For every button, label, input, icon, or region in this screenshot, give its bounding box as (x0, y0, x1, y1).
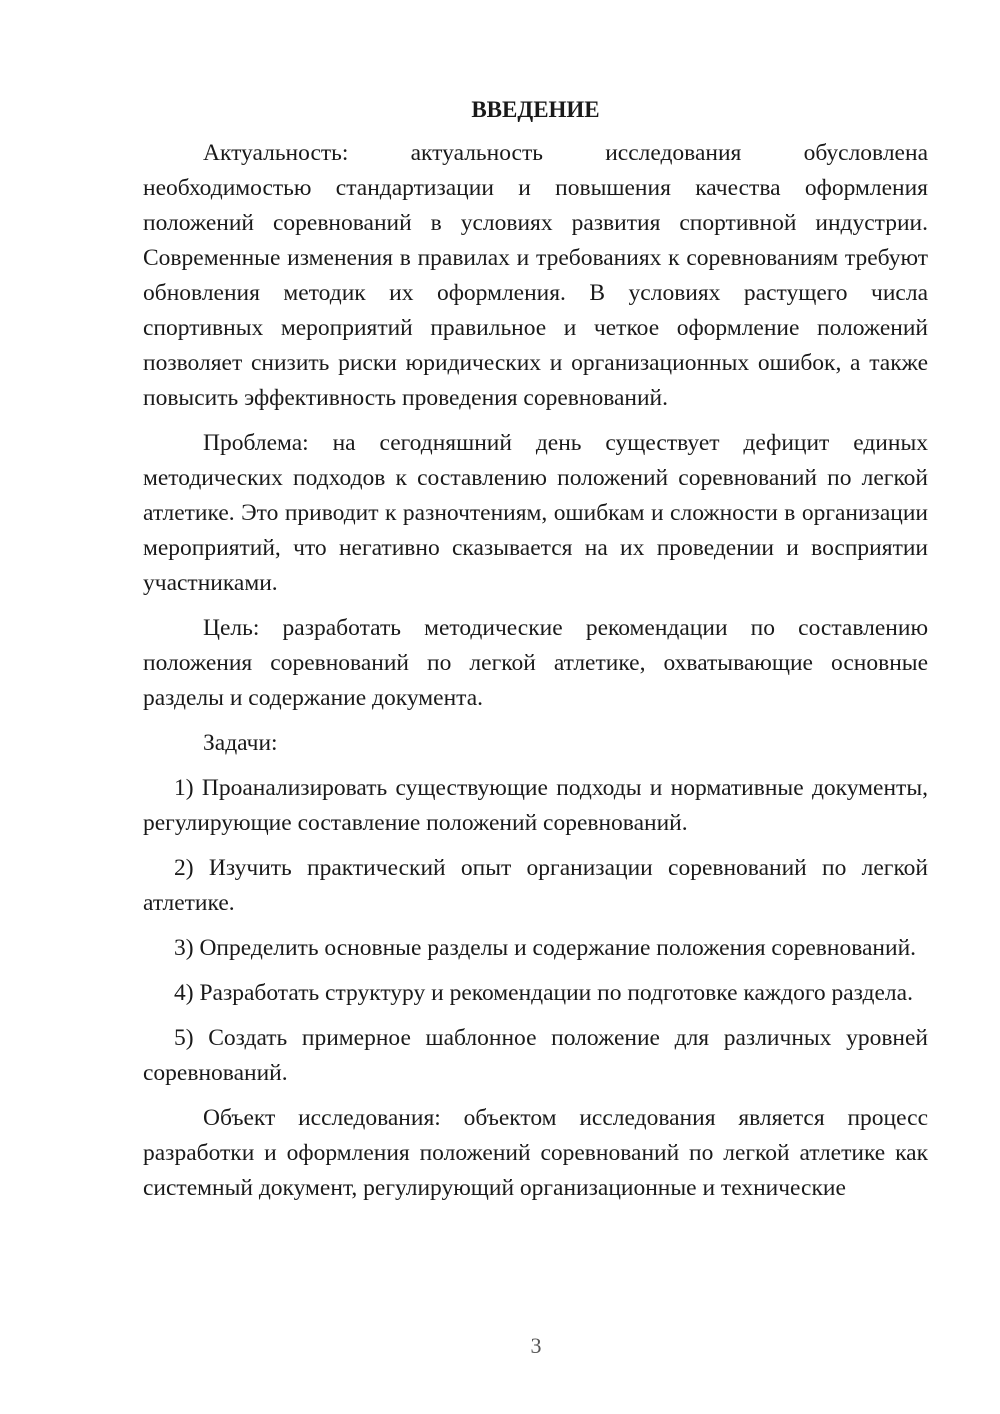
problem-paragraph: Проблема: на сегодняшний день существует дефицит единых методических подходов к составлению положений соревнований по легкой атлетике. Это приводит к разночтениям, ошибкам и сложности в организации мероприятий, что негативно сказывается на их проведении и восприятии участниками. (143, 430, 928, 596)
task-item: 1) Проанализировать существующие подходы и нормативные документы, регулирующие составление положений соревнований. (143, 775, 928, 836)
task-item: 5) Создать примерное шаблонное положение для различных уровней соревнований. (143, 1025, 928, 1086)
task-item: 4) Разработать структуру и рекомендации по подготовке каждого раздела. (174, 980, 913, 1006)
object-paragraph: Объект исследования: объектом исследования является процесс разработки и оформления положений соревнований по легкой атлетике как системный документ, регулирующий организационные и технические (143, 1105, 928, 1201)
page-content (143, 94, 928, 1216)
task-item: 2) Изучить практический опыт организации соревнований по легкой атлетике. (143, 855, 928, 916)
tasks-heading: Задачи: (203, 730, 278, 756)
goal-paragraph: Цель: разработать методические рекомендации по составлению положения соревнований по легкой атлетике, охватывающие основные разделы и содержание документа. (143, 615, 928, 711)
relevance-paragraph: Актуальность: актуальность исследования обусловлена необходимостью стандартизации и повышения качества оформления положений соревнований в условиях развития спортивной индустрии. Современные изменения в правилах и требованиях к соревнованиям требуют обновления методик их оформления. В условиях растущего числа спортивных мероприятий правильное и четкое оформление положений позволяет снизить риски юридических и организационных ошибок, а также повысить эффективность проведения соревнований. (143, 140, 928, 411)
page-title: ВВЕДЕНИЕ (471, 97, 600, 122)
page-number: 3 (530, 1333, 542, 1358)
task-item: 3) Определить основные разделы и содержание положения соревнований. (174, 935, 917, 961)
